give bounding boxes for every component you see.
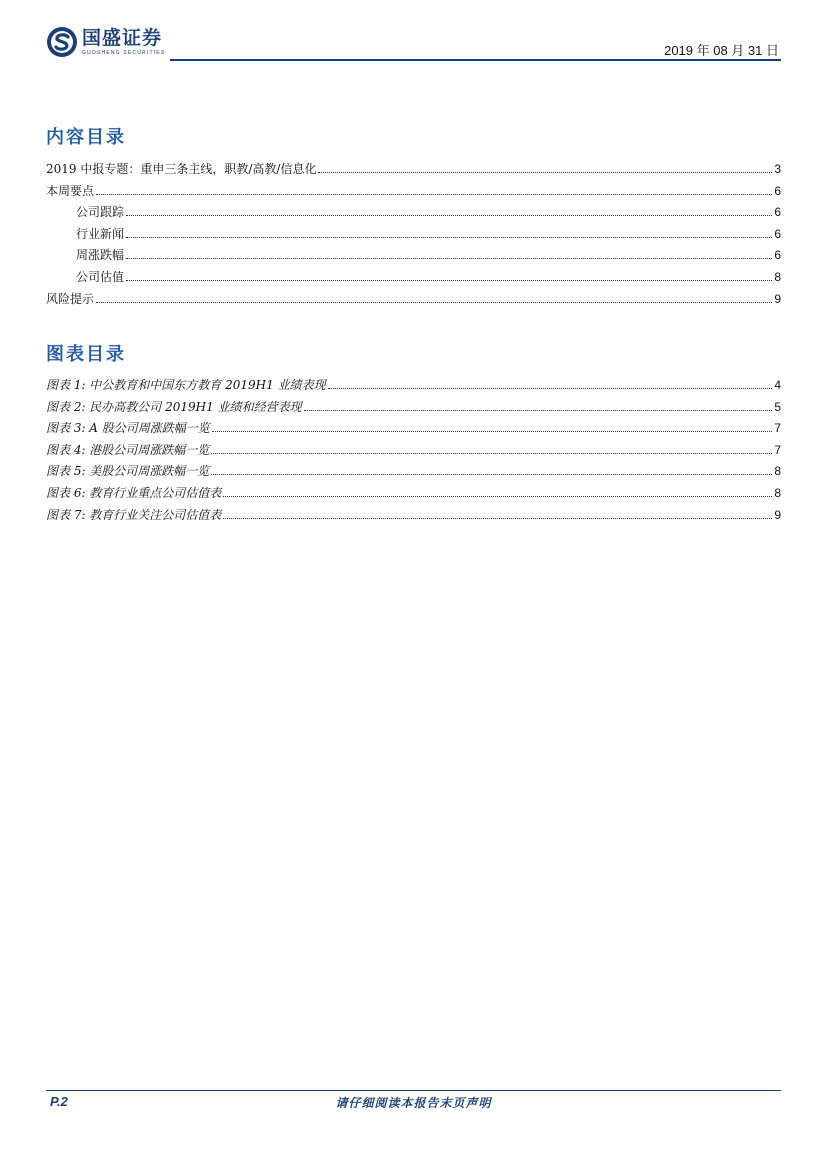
- toc-dot-leader: [126, 237, 772, 238]
- toc-entry-label: 图表 4: 港股公司周涨跌幅一览: [46, 442, 210, 457]
- logo-chinese-name: 国盛证券: [82, 27, 163, 49]
- toc-dot-leader: [126, 215, 772, 216]
- toc-entry[interactable]: [46, 203, 781, 221]
- toc-entry[interactable]: [46, 462, 781, 480]
- toc-entry-page: 8: [774, 486, 781, 500]
- toc-entry-page: 3: [774, 162, 781, 176]
- figures-title: 图表目录: [46, 344, 126, 365]
- toc-entry-label: 风险提示: [46, 291, 95, 306]
- footer-disclaimer: 请仔细阅读本报告末页声明: [335, 1096, 492, 1110]
- toc-entry[interactable]: [46, 268, 781, 286]
- toc-dot-leader: [211, 474, 772, 475]
- toc-entry[interactable]: [46, 225, 781, 243]
- toc-entry-label: 公司估值: [76, 270, 125, 284]
- report-date: 2019 年 08 月 31 日: [664, 43, 779, 58]
- toc-entry[interactable]: [46, 246, 781, 264]
- logo-mark-icon: [46, 26, 78, 58]
- toc-entry-page: 6: [774, 205, 781, 220]
- toc-entry-label: 图表 7: 教育行业关注公司估值表: [46, 507, 222, 522]
- toc-entry[interactable]: [46, 441, 781, 459]
- toc-entry-page: 5: [774, 399, 781, 414]
- toc-dot-leader: [304, 410, 773, 411]
- toc-entry-page: 6: [774, 226, 781, 241]
- toc-entry[interactable]: [46, 160, 781, 178]
- toc-entry-page: 9: [774, 291, 781, 306]
- toc-entry-label: 图表 3: A 股公司周涨跌幅一览: [46, 421, 210, 436]
- header-divider: [170, 59, 781, 61]
- toc-entry[interactable]: [46, 182, 781, 200]
- toc-entry-label: 图表 6: 教育行业重点公司估值表: [46, 486, 222, 500]
- toc-entry[interactable]: [46, 419, 781, 437]
- toc-entry-label: 行业新闻: [76, 226, 125, 241]
- toc-entry-label: 周涨跌幅: [76, 248, 125, 263]
- toc-entry[interactable]: [46, 506, 781, 524]
- toc-entry[interactable]: [46, 398, 781, 416]
- toc-entry[interactable]: [46, 484, 781, 502]
- toc-entry-page: 7: [774, 421, 781, 436]
- toc-entry[interactable]: [46, 290, 781, 308]
- toc-entry-page: 4: [774, 378, 781, 392]
- toc-entry-page: 8: [774, 464, 781, 479]
- toc-entry-page: 6: [774, 183, 781, 198]
- toc-dot-leader: [126, 258, 772, 259]
- toc-dot-leader: [126, 280, 772, 281]
- company-logo: [46, 26, 165, 58]
- toc-dot-leader: [211, 453, 772, 454]
- toc-entry-label: 图表 2: 民办高教公司 2019H1 业绩和经营表现: [46, 399, 302, 414]
- toc-entry[interactable]: [46, 376, 781, 394]
- footer-divider: [46, 1090, 781, 1091]
- toc-dot-leader: [96, 302, 772, 303]
- toc-entry-label: 图表 1: 中公教育和中国东方教育 2019H1 业绩表现: [46, 378, 326, 392]
- toc-dot-leader: [96, 194, 772, 195]
- toc-entry-page: 9: [774, 507, 781, 522]
- toc-entry-label: 公司跟踪: [76, 205, 125, 220]
- toc-dot-leader: [212, 431, 773, 432]
- contents-title: 内容目录: [46, 127, 126, 148]
- toc-entry-page: 6: [774, 248, 781, 263]
- toc-entry-label: 2019 中报专题：重申三条主线，职教/高教/信息化: [46, 162, 317, 176]
- toc-dot-leader: [223, 496, 772, 497]
- logo-english-name: GUOSHENG SECURITIES: [82, 50, 166, 56]
- toc-entry-page: 8: [774, 270, 781, 284]
- toc-entry-label: 图表 5: 美股公司周涨跌幅一览: [46, 464, 210, 479]
- toc-dot-leader: [328, 388, 773, 389]
- toc-dot-leader: [223, 518, 772, 519]
- toc-entry-page: 7: [774, 442, 781, 457]
- toc-entry-label: 本周要点: [46, 183, 95, 198]
- toc-dot-leader: [318, 172, 772, 173]
- page-number: P.2: [50, 1094, 68, 1109]
